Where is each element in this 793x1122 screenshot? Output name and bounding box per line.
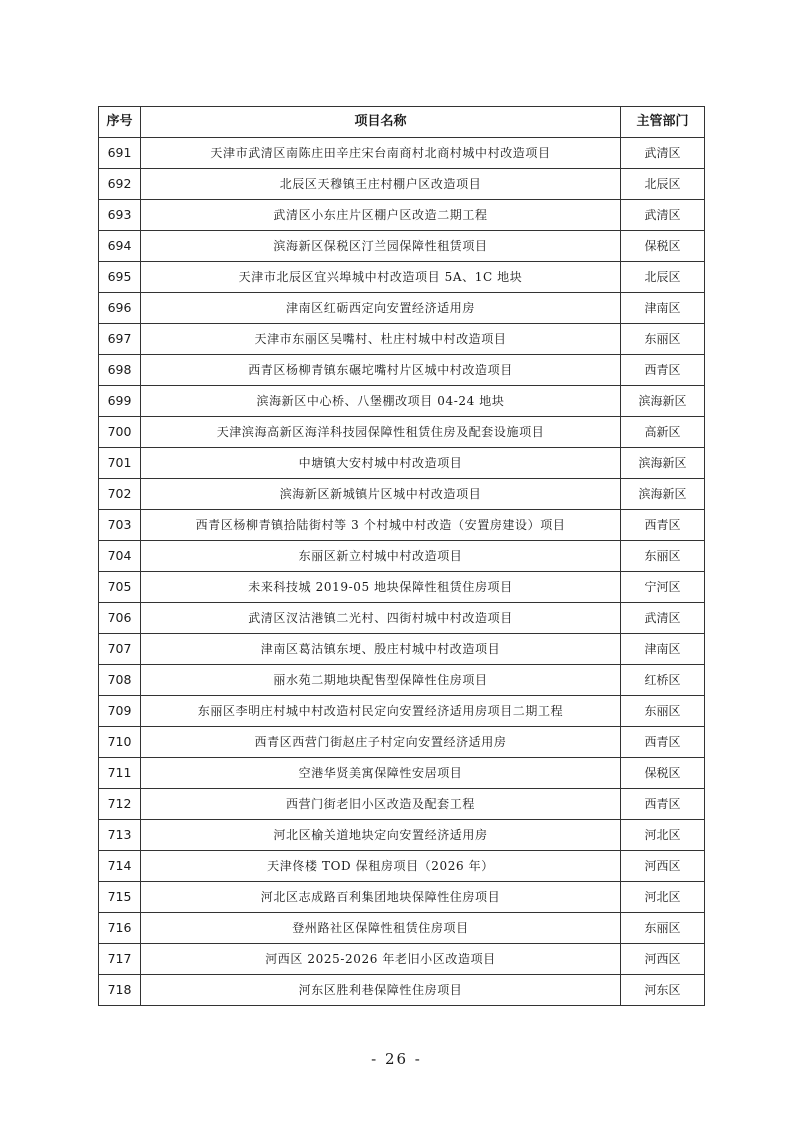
row-project-name: 滨海新区保税区汀兰园保障性租赁项目 xyxy=(141,231,621,262)
table-row xyxy=(99,572,705,603)
row-project-name: 天津市东丽区吴嘴村、杜庄村城中村改造项目 xyxy=(141,324,621,355)
row-index: 704 xyxy=(99,541,141,572)
row-index: 708 xyxy=(99,665,141,696)
row-department: 西青区 xyxy=(621,727,705,758)
row-department: 保税区 xyxy=(621,231,705,262)
row-index: 695 xyxy=(99,262,141,293)
row-index: 694 xyxy=(99,231,141,262)
row-department: 红桥区 xyxy=(621,665,705,696)
row-index: 698 xyxy=(99,355,141,386)
row-project-name: 河东区胜利巷保障性住房项目 xyxy=(141,975,621,1006)
row-project-name: 空港华贤美寓保障性安居项目 xyxy=(141,758,621,789)
row-department: 高新区 xyxy=(621,417,705,448)
row-project-name: 武清区小东庄片区棚户区改造二期工程 xyxy=(141,200,621,231)
table-row xyxy=(99,479,705,510)
table-body xyxy=(99,138,705,1006)
row-department: 保税区 xyxy=(621,758,705,789)
table-row xyxy=(99,603,705,634)
row-index: 718 xyxy=(99,975,141,1006)
row-department: 武清区 xyxy=(621,138,705,169)
row-department: 河北区 xyxy=(621,882,705,913)
table-row xyxy=(99,944,705,975)
row-department: 西青区 xyxy=(621,355,705,386)
row-project-name: 东丽区李明庄村城中村改造村民定向安置经济适用房项目二期工程 xyxy=(141,696,621,727)
header-department: 主管部门 xyxy=(621,107,705,138)
row-index: 692 xyxy=(99,169,141,200)
table-row xyxy=(99,665,705,696)
table-row xyxy=(99,386,705,417)
table-row xyxy=(99,634,705,665)
row-index: 691 xyxy=(99,138,141,169)
row-project-name: 天津市北辰区宜兴埠城中村改造项目 5A、1C 地块 xyxy=(141,262,621,293)
row-department: 滨海新区 xyxy=(621,448,705,479)
row-index: 707 xyxy=(99,634,141,665)
row-index: 702 xyxy=(99,479,141,510)
row-index: 705 xyxy=(99,572,141,603)
row-index: 710 xyxy=(99,727,141,758)
row-department: 北辰区 xyxy=(621,169,705,200)
table-row xyxy=(99,975,705,1006)
row-department: 宁河区 xyxy=(621,572,705,603)
row-index: 715 xyxy=(99,882,141,913)
row-department: 西青区 xyxy=(621,789,705,820)
row-index: 703 xyxy=(99,510,141,541)
row-project-name: 滨海新区中心桥、八堡棚改项目 04-24 地块 xyxy=(141,386,621,417)
table-row xyxy=(99,417,705,448)
row-project-name: 中塘镇大安村城中村改造项目 xyxy=(141,448,621,479)
row-project-name: 河北区志成路百利集团地块保障性住房项目 xyxy=(141,882,621,913)
row-project-name: 天津佟楼 TOD 保租房项目（2026 年） xyxy=(141,851,621,882)
header-project-name: 项目名称 xyxy=(141,107,621,138)
row-index: 713 xyxy=(99,820,141,851)
row-project-name: 丽水苑二期地块配售型保障性住房项目 xyxy=(141,665,621,696)
row-project-name: 东丽区新立村城中村改造项目 xyxy=(141,541,621,572)
page-number: - 26 - xyxy=(371,1050,422,1068)
row-project-name: 西青区杨柳青镇东碾坨嘴村片区城中村改造项目 xyxy=(141,355,621,386)
header-index: 序号 xyxy=(99,107,141,138)
table-row xyxy=(99,293,705,324)
table-row xyxy=(99,882,705,913)
row-index: 712 xyxy=(99,789,141,820)
row-index: 711 xyxy=(99,758,141,789)
row-project-name: 津南区葛沽镇东埂、殷庄村城中村改造项目 xyxy=(141,634,621,665)
row-department: 东丽区 xyxy=(621,913,705,944)
row-project-name: 河北区榆关道地块定向安置经济适用房 xyxy=(141,820,621,851)
row-project-name: 武清区汊沽港镇二光村、四街村城中村改造项目 xyxy=(141,603,621,634)
row-project-name: 西青区西营门街赵庄子村定向安置经济适用房 xyxy=(141,727,621,758)
row-index: 717 xyxy=(99,944,141,975)
row-project-name: 河西区 2025-2026 年老旧小区改造项目 xyxy=(141,944,621,975)
row-department: 河西区 xyxy=(621,851,705,882)
row-department: 武清区 xyxy=(621,603,705,634)
row-project-name: 津南区红砺西定向安置经济适用房 xyxy=(141,293,621,324)
row-department: 武清区 xyxy=(621,200,705,231)
table-row xyxy=(99,262,705,293)
row-index: 693 xyxy=(99,200,141,231)
row-department: 河东区 xyxy=(621,975,705,1006)
table-row xyxy=(99,541,705,572)
table-row xyxy=(99,851,705,882)
row-project-name: 天津滨海高新区海洋科技园保障性租赁住房及配套设施项目 xyxy=(141,417,621,448)
row-department: 东丽区 xyxy=(621,696,705,727)
table-row xyxy=(99,200,705,231)
row-department: 滨海新区 xyxy=(621,479,705,510)
table-row xyxy=(99,696,705,727)
row-index: 716 xyxy=(99,913,141,944)
row-project-name: 西营门街老旧小区改造及配套工程 xyxy=(141,789,621,820)
row-index: 706 xyxy=(99,603,141,634)
table-row xyxy=(99,138,705,169)
row-department: 东丽区 xyxy=(621,541,705,572)
row-department: 津南区 xyxy=(621,293,705,324)
table-row xyxy=(99,169,705,200)
table-row xyxy=(99,324,705,355)
row-department: 津南区 xyxy=(621,634,705,665)
row-department: 西青区 xyxy=(621,510,705,541)
row-project-name: 天津市武清区南陈庄田辛庄宋台南商村北商村城中村改造项目 xyxy=(141,138,621,169)
row-index: 696 xyxy=(99,293,141,324)
table-row xyxy=(99,758,705,789)
table-row xyxy=(99,820,705,851)
row-project-name: 未来科技城 2019-05 地块保障性租赁住房项目 xyxy=(141,572,621,603)
row-project-name: 西青区杨柳青镇拾陆街村等 3 个村城中村改造（安置房建设）项目 xyxy=(141,510,621,541)
table-header-row xyxy=(99,107,705,138)
table-row xyxy=(99,231,705,262)
row-index: 714 xyxy=(99,851,141,882)
row-index: 701 xyxy=(99,448,141,479)
table-row xyxy=(99,789,705,820)
row-department: 河北区 xyxy=(621,820,705,851)
project-table xyxy=(98,106,705,1006)
row-index: 709 xyxy=(99,696,141,727)
table-row xyxy=(99,510,705,541)
table-row xyxy=(99,913,705,944)
row-index: 700 xyxy=(99,417,141,448)
row-project-name: 滨海新区新城镇片区城中村改造项目 xyxy=(141,479,621,510)
row-department: 东丽区 xyxy=(621,324,705,355)
row-project-name: 北辰区天穆镇王庄村棚户区改造项目 xyxy=(141,169,621,200)
row-index: 697 xyxy=(99,324,141,355)
row-department: 北辰区 xyxy=(621,262,705,293)
row-index: 699 xyxy=(99,386,141,417)
table-row xyxy=(99,355,705,386)
row-project-name: 登州路社区保障性租赁住房项目 xyxy=(141,913,621,944)
table-row xyxy=(99,727,705,758)
row-department: 滨海新区 xyxy=(621,386,705,417)
table-row xyxy=(99,448,705,479)
row-department: 河西区 xyxy=(621,944,705,975)
